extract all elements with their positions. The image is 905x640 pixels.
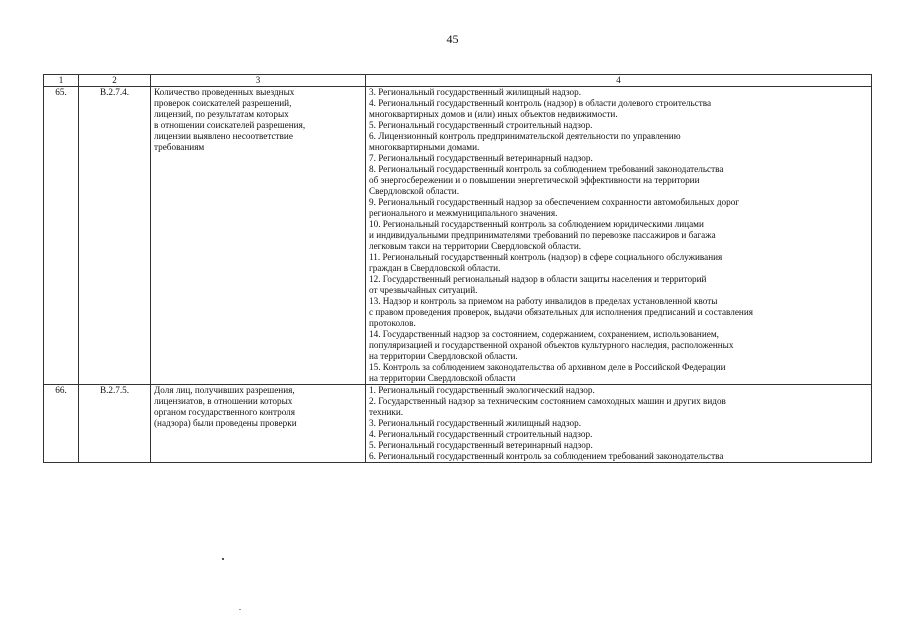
list-item: 4. Региональный государственный строительный надзор.	[369, 429, 593, 439]
document-table	[43, 74, 872, 463]
list-item: и индивидуальными предпринимателями требований по перевозке пассажиров и багажа	[369, 230, 716, 240]
list-item: техники.	[369, 407, 404, 417]
row-number: 66.	[44, 385, 79, 463]
list-item: 9. Региональный государственный надзор за обеспечением сохранности автомобильных дорог	[369, 197, 740, 207]
list-item: 6. Региональный государственный контроль за соблюдением требований законодательства	[369, 451, 724, 461]
list-item: 1. Региональный государственный экологический надзор.	[369, 385, 595, 395]
indicator-code: В.2.7.4.	[79, 87, 151, 385]
column-number-1: 1	[44, 75, 79, 87]
list-item: 5. Региональный государственный ветеринарный надзор.	[369, 440, 593, 450]
list-item: многоквартирных домов и (или) иных объектов недвижимости.	[369, 109, 618, 119]
list-item: 10. Региональный государственный контроль за соблюдением юридическими лицами	[369, 219, 704, 229]
column-number-row	[44, 75, 872, 87]
control-types-list	[366, 385, 872, 463]
description-line: лицензии выявлено несоответствие	[154, 131, 293, 141]
description-line: лицензиатов, в отношении которых	[154, 396, 293, 406]
list-item: легковым такси на территории Свердловской области.	[369, 241, 582, 251]
list-item: Свердловской области.	[369, 186, 459, 196]
list-item: на территории Свердловской области	[369, 373, 516, 383]
list-item: популяризацией и государственной охраной объектов культурного наследия, расположенных	[369, 340, 734, 350]
description-line: Количество проведенных выездных	[154, 87, 295, 97]
list-item: 14. Государственный надзор за состоянием, содержанием, сохранением, использованием,	[369, 329, 719, 339]
list-item: граждан в Свердловской области.	[369, 263, 501, 273]
description-line: (надзора) были проведены проверки	[154, 418, 297, 428]
list-item: 11. Региональный государственный контроль (надзор) в сфере социального обслуживания	[369, 252, 723, 262]
list-item: об энергосбережении и о повышении энергетической эффективности на территории	[369, 175, 700, 185]
list-item: 2. Государственный надзор за техническим состоянием самоходных машин и других видов	[369, 396, 726, 406]
scan-speck	[222, 558, 224, 560]
column-number-2: 2	[79, 75, 151, 87]
list-item: 5. Региональный государственный строительный надзор.	[369, 120, 593, 130]
list-item: 15. Контроль за соблюдением законодательства об архивном деле в Российской Федерации	[369, 362, 726, 372]
list-item: регионального и межмуниципального значения.	[369, 208, 558, 218]
list-item: 12. Государственный региональный надзор в области защиты населения и территорий	[369, 274, 707, 284]
indicator-description	[151, 87, 366, 385]
list-item: от чрезвычайных ситуаций.	[369, 285, 478, 295]
description-line: в отношении соискателей разрешения,	[154, 120, 306, 130]
list-item: на территории Свердловской области.	[369, 351, 518, 361]
description-line: проверок соискателей разрешений,	[154, 98, 292, 108]
list-item: протоколов.	[369, 318, 416, 328]
description-line: Доля лиц, получивших разрешения,	[154, 385, 295, 395]
list-item: 6. Лицензионный контроль предпринимательской деятельности по управлению	[369, 131, 681, 141]
description-line: органом государственного контроля	[154, 407, 295, 417]
list-item: 4. Региональный государственный контроль (надзор) в области долевого строительства	[369, 98, 712, 108]
description-line: требованиям	[154, 142, 205, 152]
page-number: 45	[446, 32, 459, 46]
control-types-list	[366, 87, 872, 385]
list-item: 8. Региональный государственный контроль за соблюдением требований законодательства	[369, 164, 724, 174]
list-item: 7. Региональный государственный ветеринарный надзор.	[369, 153, 593, 163]
indicator-code: В.2.7.5.	[79, 385, 151, 463]
table-row	[44, 87, 872, 385]
scan-speck	[239, 609, 241, 610]
list-item: многоквартирными домами.	[369, 142, 480, 152]
list-item: 13. Надзор и контроль за приемом на работу инвалидов в пределах установленной квоты	[369, 296, 718, 306]
table-row	[44, 385, 872, 463]
column-number-4: 4	[366, 75, 872, 87]
list-item: 3. Региональный государственный жилищный надзор.	[369, 418, 582, 428]
row-number: 65.	[44, 87, 79, 385]
description-line: лицензий, по результатам которых	[154, 109, 289, 119]
column-number-3: 3	[151, 75, 366, 87]
indicator-description	[151, 385, 366, 463]
list-item: 3. Региональный государственный жилищный надзор.	[369, 87, 582, 97]
list-item: с правом проведения проверок, выдачи обязательных для исполнения предписаний и составления	[369, 307, 753, 317]
